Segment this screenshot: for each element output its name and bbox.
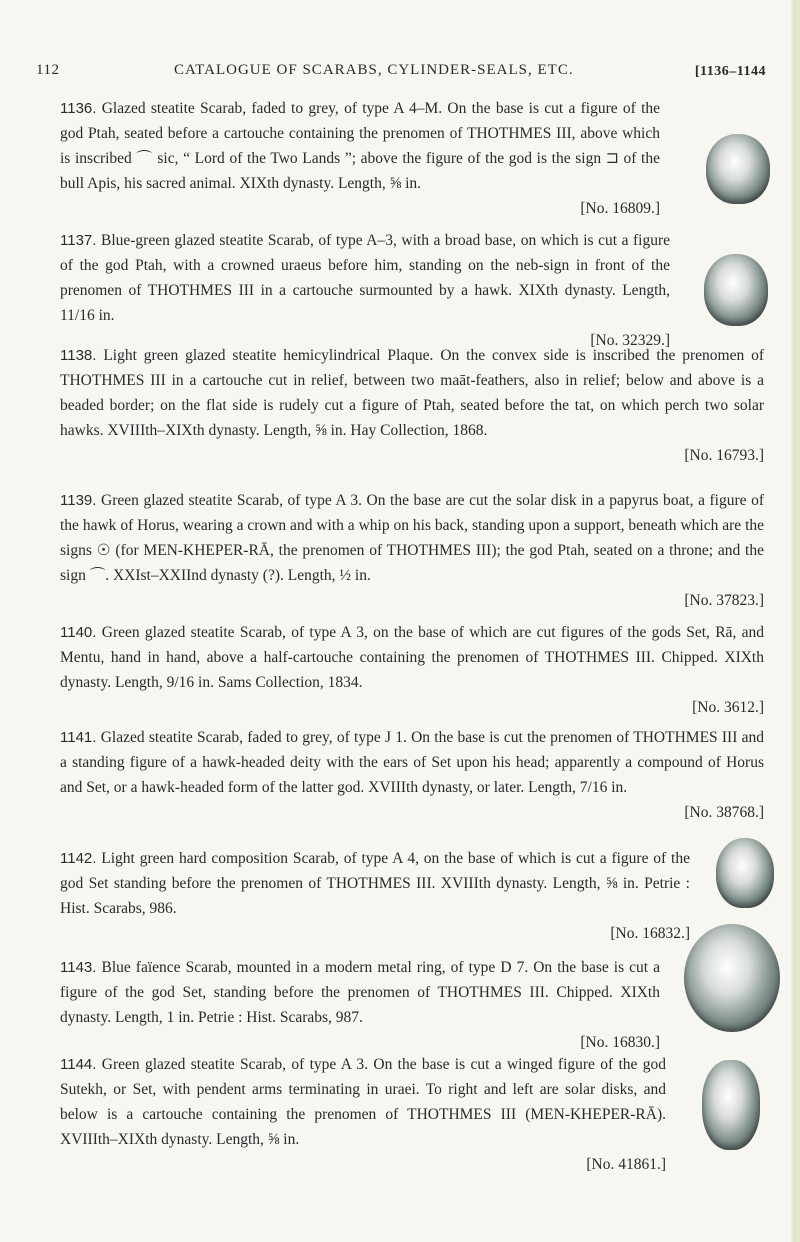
scarab-photo [716,838,774,908]
entry-number: 1137. [60,232,97,249]
catalogue-entry-1137 [60,228,670,353]
scarab-photo [704,254,768,326]
catalogue-entry-1139 [60,488,764,613]
entry-text: Light green glazed steatite hemicylindrical Plaque. On the convex side is inscribed the prenomen of THOTHMES III in a cartouche cut in relief, between two maāt-feathers, also in relief; below and above is a beaded border; on the flat side is rudely cut a figure of Ptah, seated before the tat, on which perch two solar hawks. XVIIIth–XIXth dynasty. Length, ⅝ in. Hay Collection, 1868. [60,347,764,439]
registry-number: [No. 37823.] [684,592,764,609]
catalogue-entry-1142 [60,846,690,946]
entry-text: Glazed steatite Scarab, faded to grey, of type A 4–M. On the base is cut a figure of the god Ptah, seated before a cartouche containing the prenomen of THOTHMES III, above which is inscribed ⌒ sic, “ Lord of the Two Lands ”; above the figure of the god is the sign ⊐ of the bull Apis, his sacred animal. XIXth dynasty. Length, ⅝ in. [60,100,661,192]
catalogue-entry-1144 [60,1052,666,1177]
entry-number: 1139. [60,492,97,509]
entry-text: Blue faïence Scarab, mounted in a modern metal ring, of type D 7. On the base is cut a figure of the god Set, standing before the prenomen of THOTHMES III. Chipped. XIXth dynasty. Length, 1 in. Petrie : Hist. Scarabs, 987. [60,959,660,1026]
registry-number: [No. 16832.] [610,925,690,942]
catalogue-entry-1140 [60,620,764,720]
registry-number: [No. 32329.] [590,332,670,349]
entry-text: Green glazed steatite Scarab, of type A 3. On the base are cut the solar disk in a papyrus boat, a figure of the hawk of Horus, wearing a crown and with a whip on his back, standing upon a support, beneath which are the signs ☉ (for MEN-KHEPER-RĀ, the prenomen of THOTHMES III); the god Ptah, seated on a throne; and the sign ⌒. XXIst–XXIInd dynasty (?). Length, ½ in. [60,492,765,584]
page-number: 112 [36,62,60,78]
scarab-base-photo [702,1060,760,1150]
entry-number: 1136. [60,100,97,117]
catalogue-entry-1141 [60,725,764,825]
registry-number: [No. 41861.] [586,1156,666,1173]
catalogue-entry-1136 [60,96,660,221]
entry-number: 1140. [60,624,97,641]
entry-number: 1142. [60,850,97,867]
page-edge [790,0,800,1242]
entry-text: Green glazed steatite Scarab, of type A 3. On the base is cut a winged figure of the god Sutekh, or Set, with pendent arms terminating in uraei. To right and left are solar disks, and below is a cartouche containing the prenomen of THOTHMES III (MEN-KHEPER-RĀ). XVIIIth–XIXth dynasty. Length, ⅝ in. [60,1056,667,1148]
scarab-photo [706,134,770,204]
entry-text: Glazed steatite Scarab, faded to grey, of type J 1. On the base is cut the prenomen of THOTHMES III and a standing figure of a hawk-headed deity with the ears of Set upon his head; apparently a compound of Horus and Set, or a hawk-headed form of the latter god. XVIIIth dynasty, or later. Length, 7/16 in. [60,729,765,796]
registry-number: [No. 16793.] [684,447,764,464]
catalogue-entry-1138 [60,343,764,468]
registry-number: [No. 16809.] [580,200,660,217]
entry-text: Blue-green glazed steatite Scarab, of type A–3, with a broad base, on which is cut a figure of the god Ptah, with a crowned uraeus before him, standing on the neb-sign in front of the prenomen of THOTHMES III in a cartouche surmounted by a hawk. XIXth dynasty. Length, 11/16 in. [60,232,671,324]
registry-number: [No. 16830.] [580,1034,660,1051]
entry-text: Green glazed steatite Scarab, of type A 3, on the base of which are cut figures of the gods Set, Rā, and Mentu, hand in hand, above a half-cartouche containing the prenomen of THOTHMES III. Chipped. XIXth dynasty. Length, 9/16 in. Sams Collection, 1834. [60,624,764,691]
registry-number: [No. 3612.] [692,699,764,716]
entry-number: 1143. [60,959,97,976]
entry-range: [1136–1144 [694,64,766,79]
entry-text: Light green hard composition Scarab, of type A 4, on the base of which is cut a figure of the god Set standing before the prenomen of THOTHMES III. XVIIIth dynasty. Length, ⅝ in. Petrie : Hist. Scarabs, 986. [60,850,690,917]
entry-number: 1144. [60,1056,97,1073]
running-title: CATALOGUE OF SCARABS, CYLINDER-SEALS, ETC. [174,62,574,78]
registry-number: [No. 38768.] [684,804,764,821]
entry-number: 1141. [60,729,97,746]
entry-number: 1138. [60,347,97,364]
catalogue-entry-1143 [60,955,660,1055]
scarab-ring-photo [684,924,780,1032]
